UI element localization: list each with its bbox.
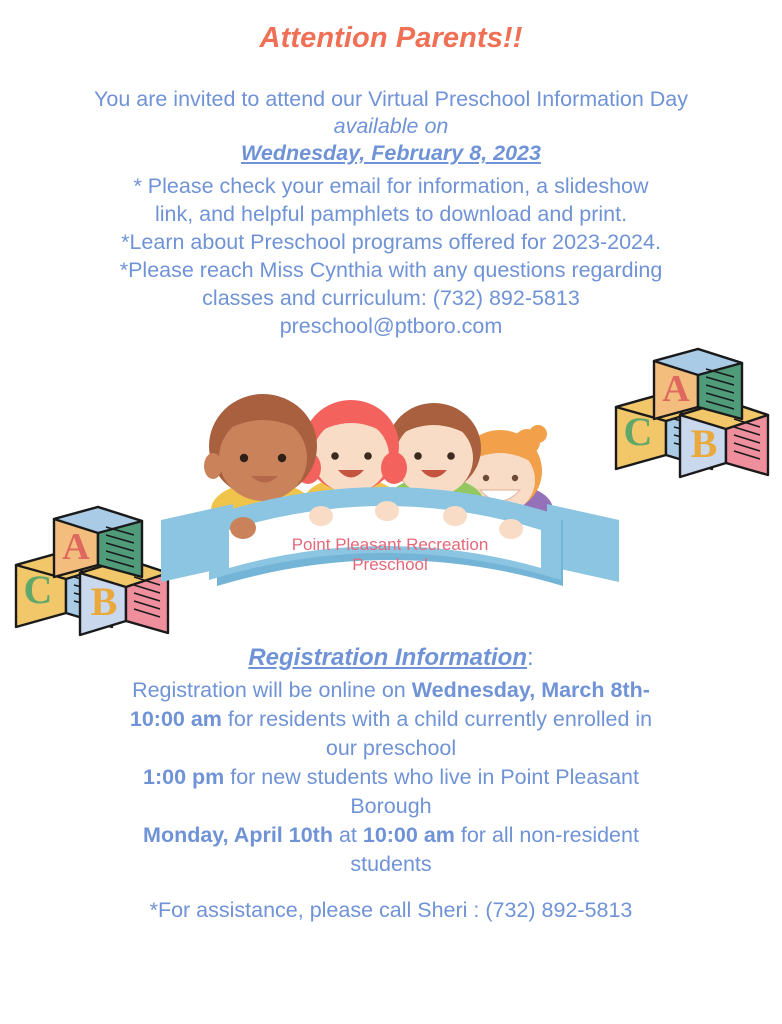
detail-line-1: * Please check your email for information, a slideshow xyxy=(133,174,649,198)
logo-banner-line-2: Preschool xyxy=(352,555,428,574)
registration-heading-text: Registration Information xyxy=(248,644,527,671)
registration-heading xyxy=(0,644,782,672)
svg-text:A: A xyxy=(662,368,690,410)
event-date: Wednesday, February 8, 2023 xyxy=(241,141,541,165)
reg-l6-c: 10:00 am xyxy=(362,823,455,847)
registration-line-3: our preschool xyxy=(325,736,457,760)
preschool-logo xyxy=(155,370,625,625)
svg-text:B: B xyxy=(690,421,718,466)
details-block xyxy=(0,172,782,340)
detail-line-2: link, and helpful pamphlets to download and print. xyxy=(154,202,628,226)
assistance-note: *For assistance, please call Sheri : (732) 892-5813 xyxy=(149,898,633,922)
reg-l1-b: Wednesday, March 8th- xyxy=(411,678,650,702)
alphabet-blocks-icon-right xyxy=(608,345,774,490)
svg-text:C: C xyxy=(623,409,653,454)
artwork-band xyxy=(0,340,782,640)
intro-line-2: available on xyxy=(333,114,449,138)
registration-heading-colon: : xyxy=(527,644,534,671)
reg-l6-b: at xyxy=(332,823,363,847)
registration-line-1 xyxy=(0,676,782,705)
page-title: Attention Parents!! xyxy=(259,22,523,54)
alphabet-blocks-icon-left xyxy=(8,503,174,648)
registration-line-6 xyxy=(0,821,782,850)
reg-l6-d: for all non-resident xyxy=(454,823,639,847)
svg-text:C: C xyxy=(23,567,53,612)
detail-line-5: classes and curriculum: (732) 892-5813 xyxy=(202,286,580,310)
intro-line-1: You are invited to attend our Virtual Preschool Information Day xyxy=(94,87,688,111)
reg-l1-a: Registration will be online on xyxy=(132,678,412,702)
reg-l4-a: 1:00 pm xyxy=(143,765,225,789)
registration-line-5: Borough xyxy=(350,794,432,818)
detail-line-3: *Learn about Preschool programs offered for 2023-2024. xyxy=(121,230,661,254)
logo-banner-line-1: Point Pleasant Recreation xyxy=(291,535,489,554)
svg-text:B: B xyxy=(90,579,118,624)
reg-l2-b: for residents with a child currently enrolled in xyxy=(221,707,653,731)
contact-email: preschool@ptboro.com xyxy=(279,314,503,338)
registration-body xyxy=(0,676,782,879)
registration-line-7: students xyxy=(350,852,432,876)
registration-line-4 xyxy=(0,763,782,792)
reg-l2-a: 10:00 am xyxy=(129,707,222,731)
reg-l6-a: Monday, April 10th xyxy=(143,823,333,847)
reg-l4-b: for new students who live in Point Pleasant xyxy=(224,765,639,789)
registration-line-2 xyxy=(0,705,782,734)
intro-block xyxy=(0,86,782,167)
svg-text:A: A xyxy=(62,526,90,568)
detail-line-4: *Please reach Miss Cynthia with any questions regarding xyxy=(119,258,663,282)
